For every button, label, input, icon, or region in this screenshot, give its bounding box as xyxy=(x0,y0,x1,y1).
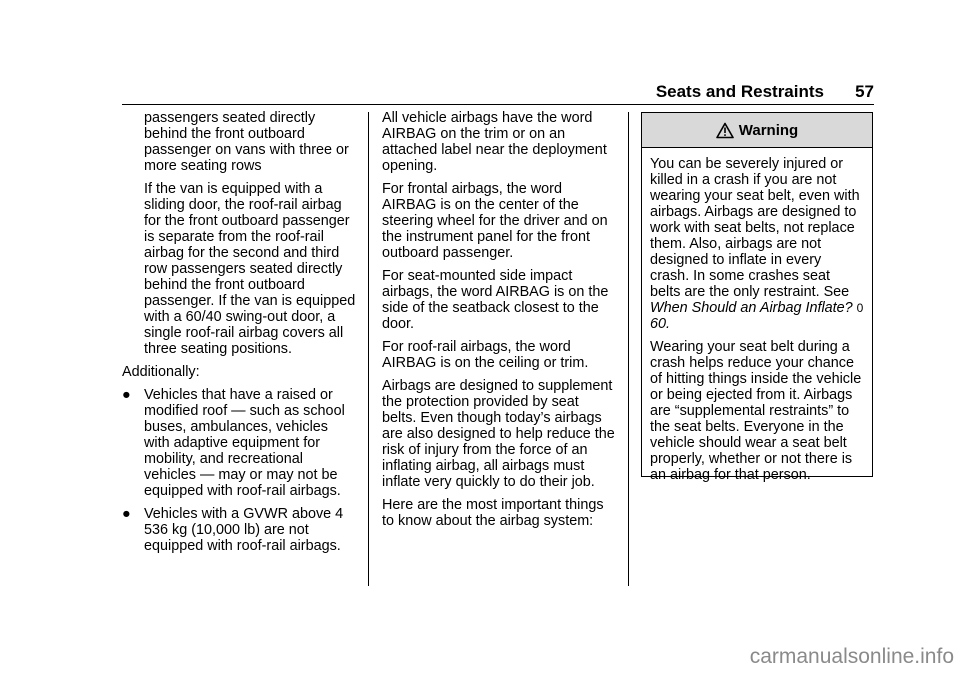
column-divider-1 xyxy=(368,112,369,586)
page-number: 57 xyxy=(855,82,874,101)
column-1 xyxy=(122,110,356,561)
cross-reference-link[interactable]: When Should an Airbag Inflate? xyxy=(650,300,853,316)
column-divider-2 xyxy=(628,112,629,586)
paragraph: For frontal airbags, the word AIRBAG is on the center of the steering wheel for the driver and on the instrument panel for the front outboard passenger. xyxy=(382,181,608,261)
paragraph: For seat-mounted side impact airbags, the word AIRBAG is on the side of the seatback closest to the door. xyxy=(382,268,609,332)
list-item xyxy=(122,506,356,554)
warning-box xyxy=(641,112,873,483)
list-item xyxy=(122,387,356,499)
paragraph: Here are the most important things to know about the airbag system: xyxy=(382,497,604,529)
list-item-text: Vehicles that have a raised or modified roof — such as school buses, ambulances, vehicles with adaptive equipment for mobility, and recreational vehicles — may or may not be equipped with roof-rail airbags. xyxy=(144,387,345,499)
paragraph: Additionally: xyxy=(122,364,200,380)
paragraph xyxy=(650,156,864,332)
reference-page: 60. xyxy=(650,316,671,332)
paragraph: Wearing your seat belt during a crash helps reduce your chance of hitting things inside the vehicle or being ejected from it. Airbags are “supplemental restraints” to the seat belts. Everyone in the vehicle should wear a seat belt properly, whether or not there is an airbag for that person. xyxy=(650,339,862,483)
section-title: Seats and Restraints xyxy=(655,82,824,101)
paragraph: If the van is equipped with a sliding door, the roof-rail airbag for the front outboard passenger is separate from the roof-rail airbag for the second and third row passengers seated directly behind the front outboard passenger. If the van is equipped with a 60/40 swing-out door, a single roof-rail airbag covers all three seating positions. xyxy=(144,181,356,357)
warning-triangle-icon xyxy=(716,122,734,139)
paragraph: For roof-rail airbags, the word AIRBAG is on the ceiling or trim. xyxy=(382,339,589,371)
paragraph: Airbags are designed to supplement the protection provided by seat belts. Even though today’s airbags are also designed to help reduce the risk of injury from the force of an inflating airbag, all airbags must inflate very quickly to do their job. xyxy=(382,378,615,490)
page-header xyxy=(122,82,874,105)
paragraph: passengers seated directly behind the front outboard passenger on vans with three or more seating rows xyxy=(144,110,349,174)
watermark: carmanualsonline.info xyxy=(749,645,954,668)
warning-body xyxy=(642,148,872,483)
bullet-icon: ● xyxy=(122,387,131,403)
column-2 xyxy=(382,110,616,536)
paragraph-text: You can be severely injured or killed in a crash if you are not wearing your seat belt, even with airbags. Airbags are designed to work with seat belts, not replace them. Also, airbags are not designed to inflate in every crash. In some crashes seat belts are the only restraint. See xyxy=(650,156,860,300)
warning-title: Warning xyxy=(738,121,799,139)
bullet-icon: ● xyxy=(122,506,131,522)
paragraph: All vehicle airbags have the word AIRBAG on the trim or on an attached label near the deployment opening. xyxy=(382,110,607,174)
warning-header xyxy=(642,113,872,148)
list-item-text: Vehicles with a GVWR above 4 536 kg (10,000 lb) are not equipped with roof-rail airbags. xyxy=(144,506,344,554)
reference-arrow-icon: 0 xyxy=(856,301,864,315)
